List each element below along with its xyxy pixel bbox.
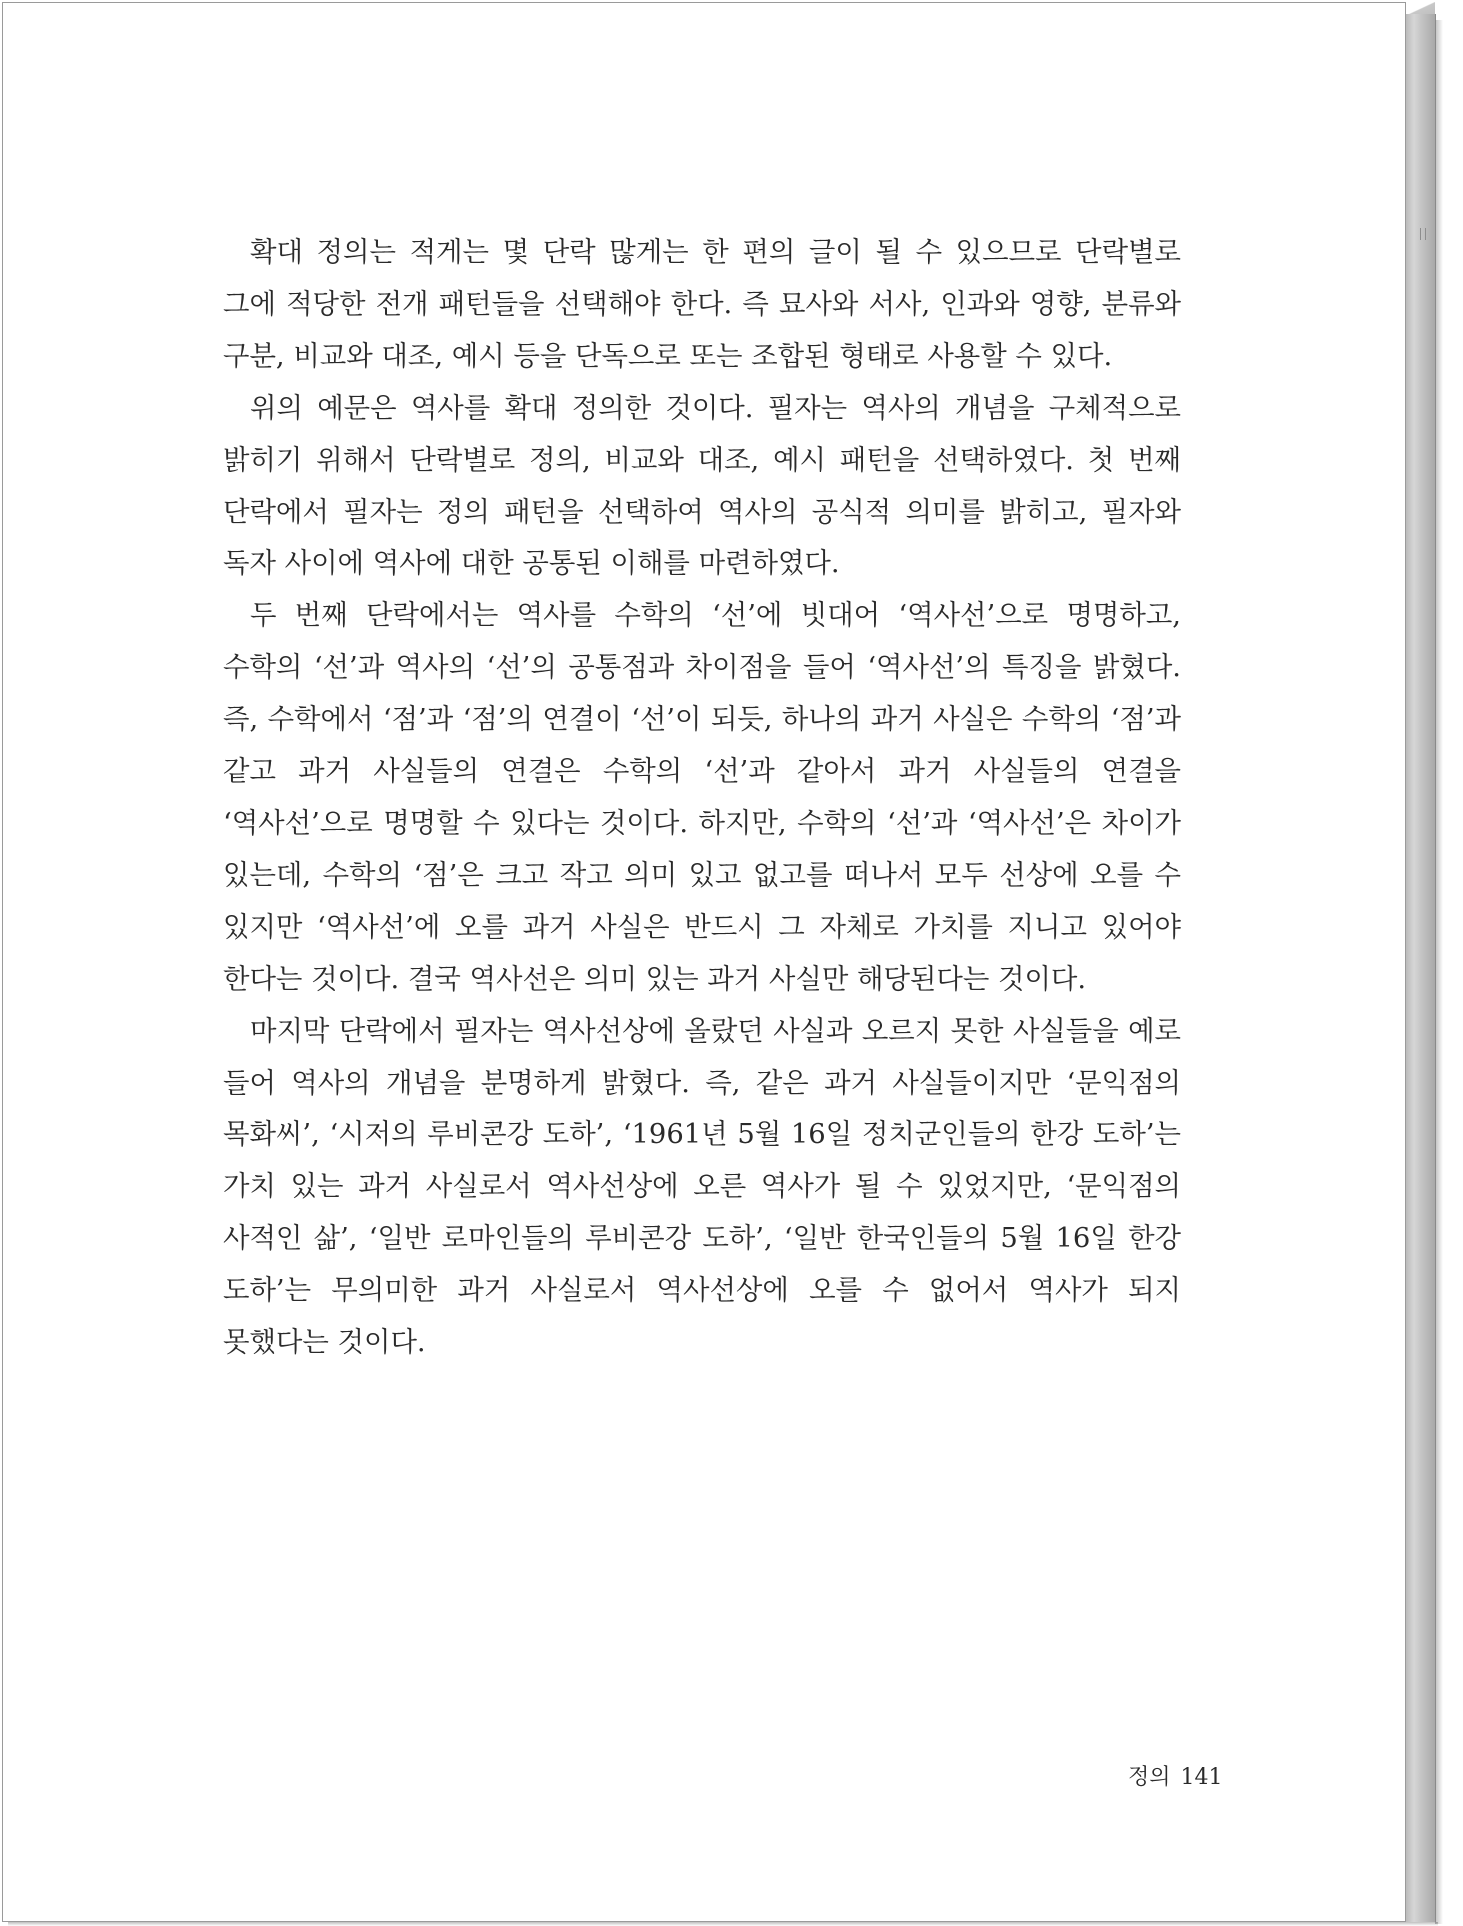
page-body xyxy=(223,227,1181,1369)
page-number: 141 xyxy=(1180,1765,1223,1790)
paragraph-1: 확대 정의는 적게는 몇 단락 많게는 한 편의 글이 될 수 있으므로 단락별로 그에 적당한 전개 패턴들을 선택해야 한다. 즉 묘사와 서사, 인과와 영향, 분류와 구분, 비교와 대조, 예시 등을 단독으로 또는 조합된 형태로 사용할 수 있다. xyxy=(223,237,1181,372)
paragraph-4: 마지막 단락에서 필자는 역사선상에 올랐던 사실과 오르지 못한 사실들을 예로 들어 역사의 개념을 분명하게 밝혔다. 즉, 같은 과거 사실들이지만 ‘문익점의 목화씨’, ‘시저의 루비콘강 도하’, ‘1961년 5월 16일 정치군인들의 한강 도하’는 가치 있는 과거 사실로서 역사선상에 오른 역사가 될 수 있었지만, ‘문익점의 사적인 삶’, ‘일반 로마인들의 루비콘강 도하’, ‘일반 한국인들의 5월 16일 한강 도하’는 무의미한 과거 사실로서 역사선상에 오를 수 없어서 역사가 되지 못했다는 것이다. xyxy=(223,1015,1181,1359)
paragraph-2: 위의 예문은 역사를 확대 정의한 것이다. 필자는 역사의 개념을 구체적으로 밝히기 위해서 단락별로 정의, 비교와 대조, 예시 패턴을 선택하였다. 첫 번째 단락에서 필자는 정의 패턴을 선택하여 역사의 공식적 의미를 밝히고, 필자와 독자 사이에 역사에 대한 공통된 이해를 마련하였다. xyxy=(223,392,1181,580)
paragraph-3: 두 번째 단락에서는 역사를 수학의 ‘선’에 빗대어 ‘역사선’으로 명명하고, 수학의 ‘선’과 역사의 ‘선’의 공통점과 차이점을 들어 ‘역사선’의 특징을 밝혔다. 즉, 수학에서 ‘점’과 ‘점’의 연결이 ‘선’이 되듯, 하나의 과거 사실은 수학의 ‘점’과 같고 과거 사실들의 연결은 수학의 ‘선’과 같아서 과거 사실들의 연결을 ‘역사선’으로 명명할 수 있다는 것이다. 하지만, 수학의 ‘선’과 ‘역사선’은 차이가 있는데, 수학의 ‘점’은 크고 작고 의미 있고 없고를 떠나서 모두 선상에 오를 수 있지만 ‘역사선’에 오를 과거 사실은 반드시 그 자체로 가치를 지니고 있어야 한다는 것이다. 결국 역사선은 의미 있는 과거 사실만 해당된다는 것이다. xyxy=(223,600,1181,995)
running-footer-section: 정의 xyxy=(1128,1765,1171,1790)
book-shadow-bottom xyxy=(8,1922,1438,1926)
book-shadow-right xyxy=(1435,20,1443,1924)
page-edge-mark xyxy=(1420,228,1426,240)
book-page-edge xyxy=(1405,14,1436,1922)
page-footer xyxy=(1128,1760,1223,1791)
